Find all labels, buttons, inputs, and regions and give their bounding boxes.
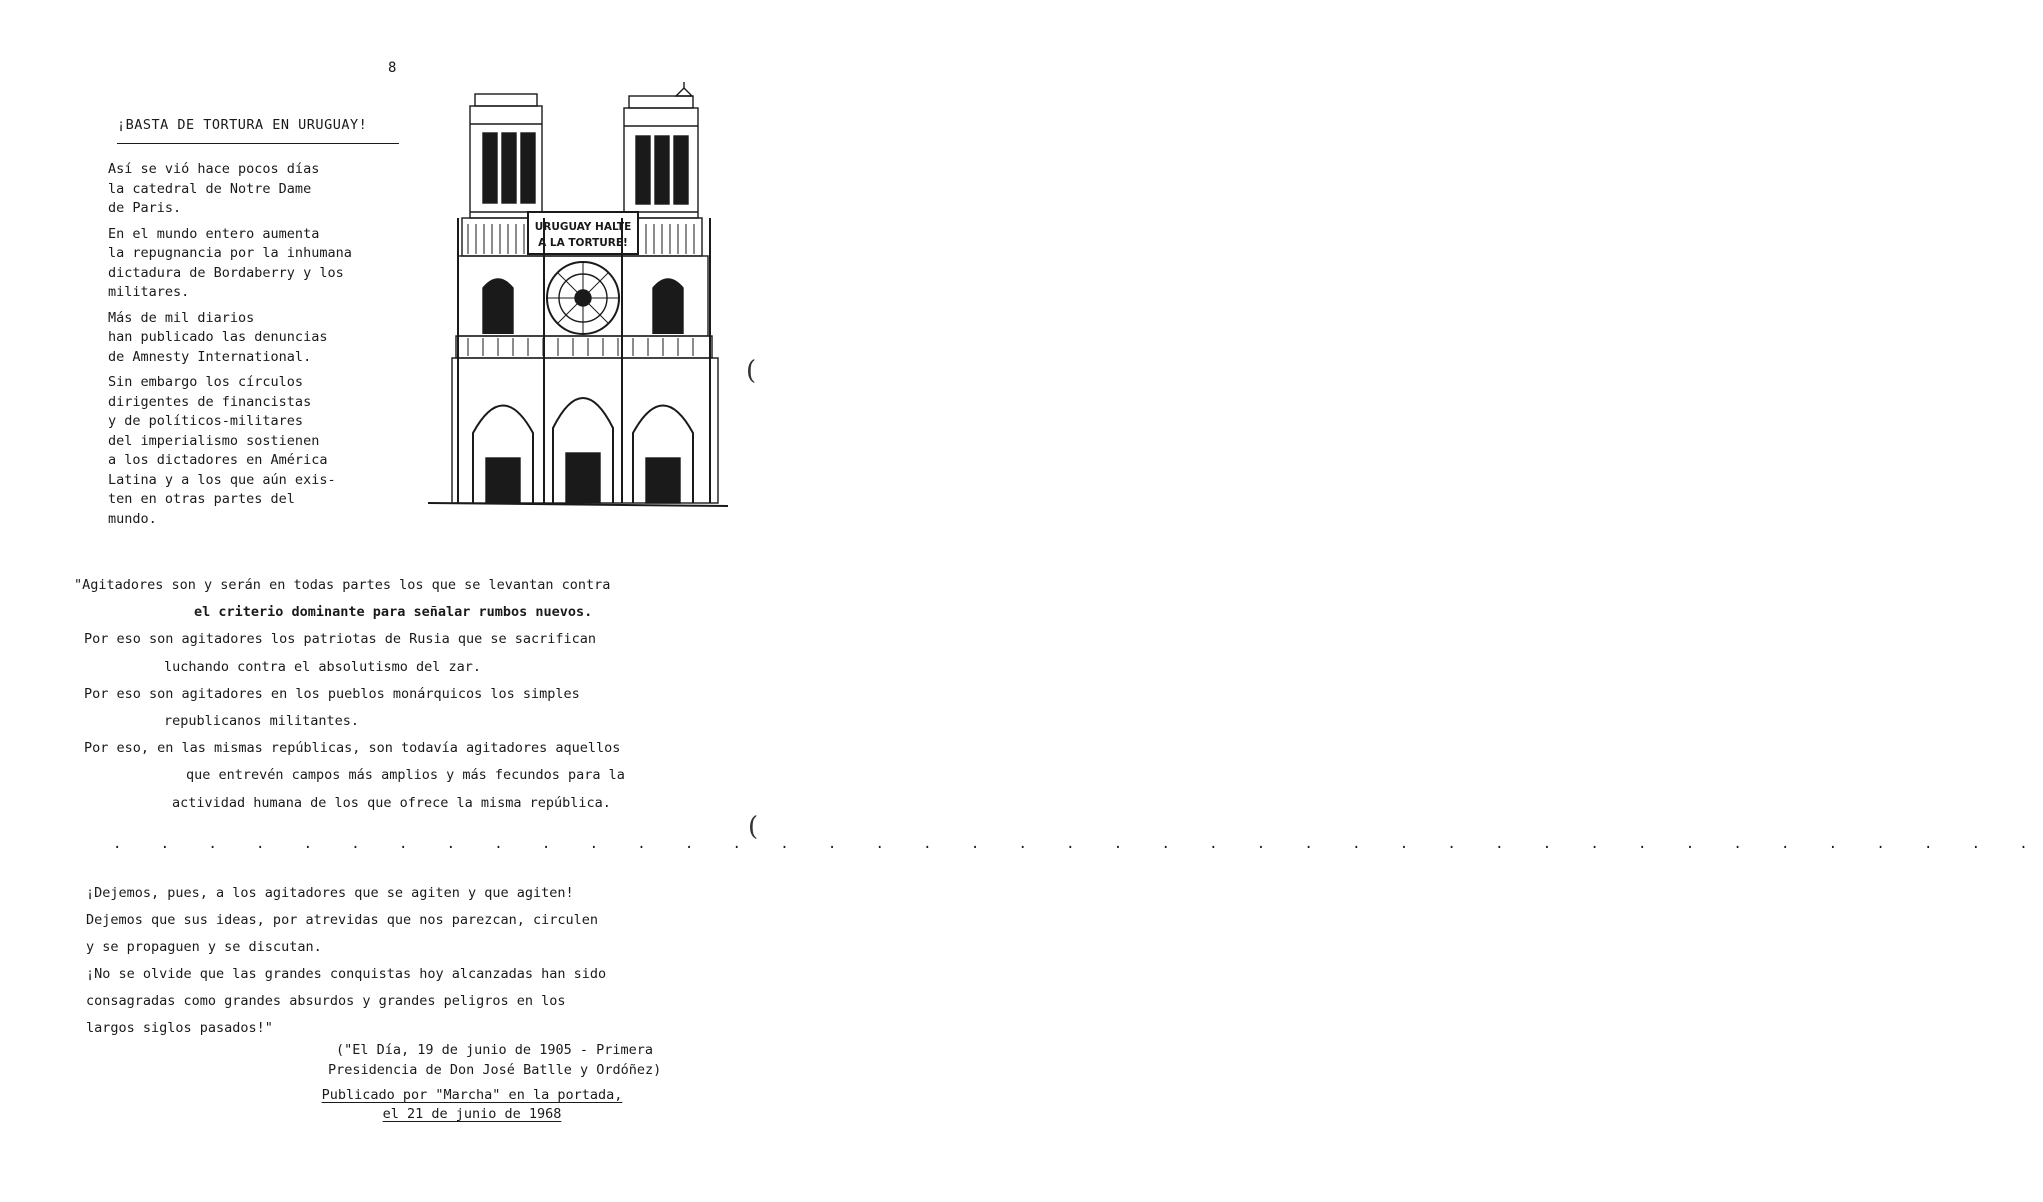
dotted-separator: . . . . . . . . . . . . . . . . . . . . . . . . . . . . . . . . . . . . . . . . . [113,836,2043,852]
column-paragraph: Así se vió hace pocos días la catedral de Notre Dame de Paris. [108,161,320,216]
title-underline [117,143,399,144]
closing-line: ¡No se olvide que las grandes conquistas hoy alcanzadas han sido [86,966,607,982]
quote-line: que entrevén campos más amplios y más fecundos para la [186,767,625,784]
source-line: Presidencia de Don José Batlle y Ordóñez) [328,1061,662,1078]
quote-line: actividad humana de los que ofrece la misma república. [172,794,611,811]
quotation-block [74,572,794,817]
closing-line: largos siglos pasados!" [86,1020,273,1036]
closing-line: y se propaguen y se discutan. [86,939,322,955]
margin-mark-icon: ( [746,356,757,386]
column-paragraph: En el mundo entero aumenta la repugnancia por la inhumana dictadura de Bordaberry y los militares. [108,225,352,300]
quote-line: republicanos militantes. [164,713,360,730]
publication-line: el 21 de junio de 1968 [382,1106,562,1122]
closing-line: ¡Dejemos, pues, a los agitadores que se agiten y que agiten! [86,885,574,901]
article-title: ¡BASTA DE TORTURA EN URUGUAY! [117,117,368,133]
quote-line: Por eso, en las mismas repúblicas, son todavía agitadores aquellos [84,740,621,757]
margin-mark-icon: ( [748,812,759,842]
closing-line: Dejemos que sus ideas, por atrevidas que nos parezcan, circulen [86,912,599,928]
banner-line-2: A LA TORTURE! [538,237,628,249]
banner-line-1: URUGUAY HALTE [534,221,632,233]
notre-dame-illustration [428,88,728,518]
source-line: ("El Día, 19 de junio de 1905 - Primera [336,1042,653,1058]
quote-line: "Agitadores son y serán en todas partes los que se levantan contra [74,577,611,593]
quote-line: Por eso son agitadores en los pueblos monárquicos los simples [84,685,580,702]
page-number: 8 [388,60,397,76]
closing-block [86,880,746,1042]
publication-note [282,1086,662,1124]
article-column [108,160,408,535]
quote-line: Por eso son agitadores los patriotas de Rusia que se sacrifican [84,631,597,648]
column-paragraph: Sin embargo los círculos dirigentes de financistas y de políticos-militares del imperialismo sostienen a los dictadores en América Latina y a los que aún exis- ten en otras partes del mundo. [108,374,336,527]
source-citation [328,1041,662,1080]
quote-line: luchando contra el absolutismo del zar. [164,658,481,675]
publication-line: Publicado por "Marcha" en la portada, [321,1087,623,1103]
closing-line: consagradas como grandes absurdos y grandes peligros en los [86,993,566,1009]
quote-line: el criterio dominante para señalar rumbos nuevos. [194,604,593,621]
column-paragraph: Más de mil diarios han publicado las denuncias de Amnesty International. [108,309,328,365]
